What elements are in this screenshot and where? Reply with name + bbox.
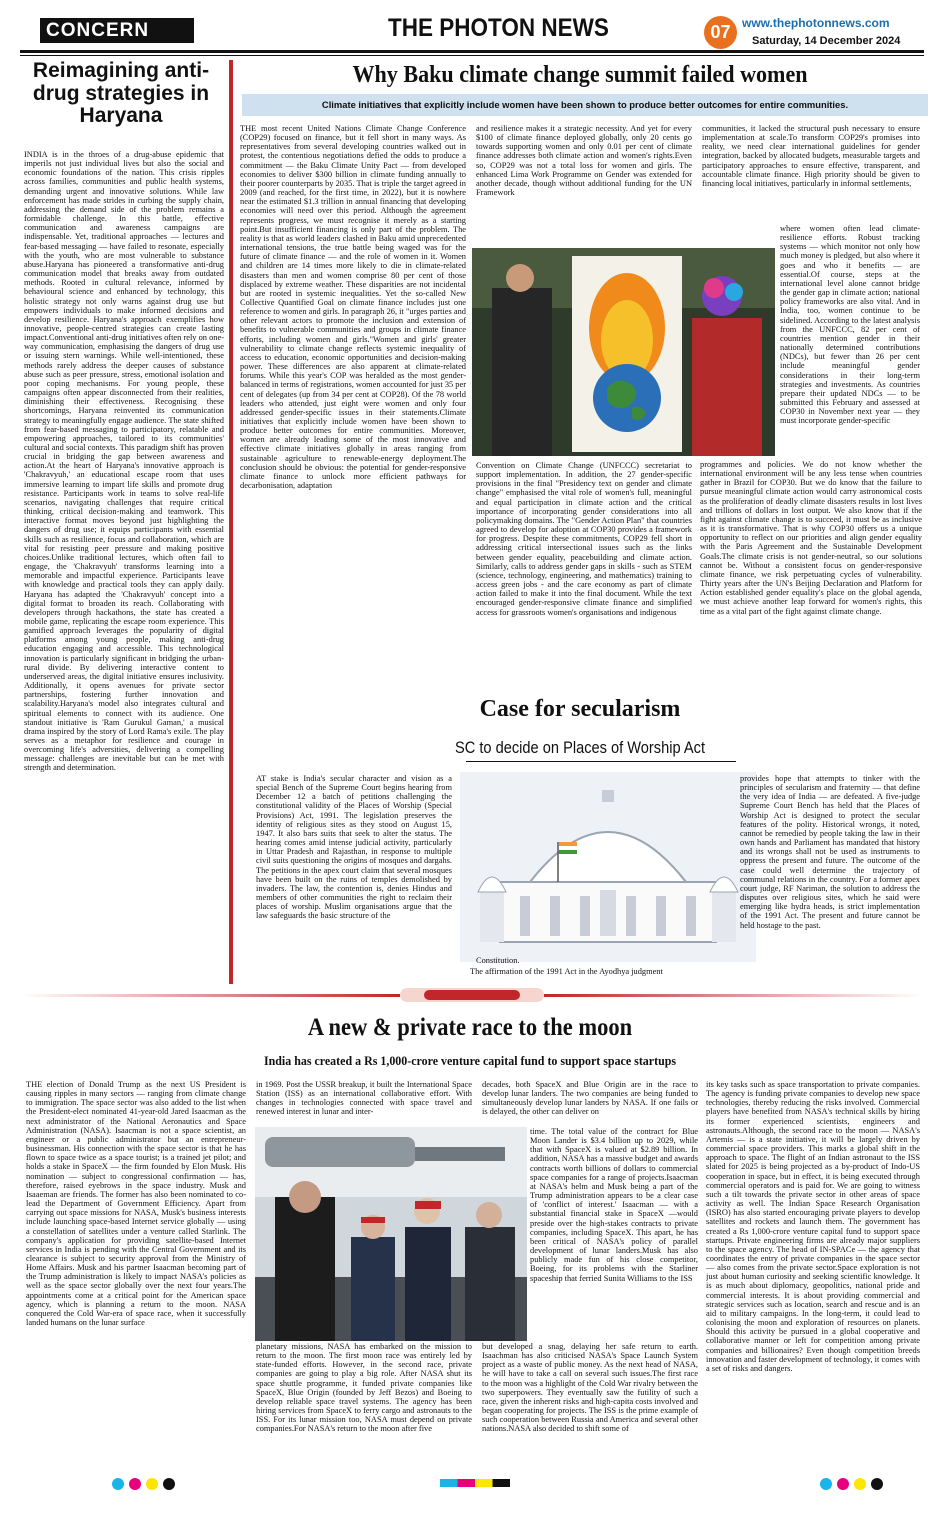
print-registration-dots-right xyxy=(820,1477,888,1495)
section-label: CONCERN xyxy=(40,18,194,43)
top-story-headline: Why Baku climate change summit failed women xyxy=(352,62,808,88)
moon-column-4: its key tasks such as space transportation to private companies. The agency is funding private companies to develop new space technologies, thereby reducing the risks involved. Commercial players have benefited from NASA's technical skills by hiring its former experienced scientists, engineers and astronauts.Although, the second race to the moon — NASA's Artemis — is a state initiative, it will be largely driven by commercial space providers. This marks a global shift in the approach to space. The flight of an Indian astronaut to the ISS slated for 2025 is being projected as a by-product of Indo-US cooperation in space, but in effect, it is being executed through commercial operators and is paid for. We are going to witness such a tilt towards the private sector in other areas of space activity as well. The Indian Space Research Organisation (ISRO) has also started encouraging private players to develop satellites and rockets and launch them. The government has created a Rs 1,000-crore venture capital fund to support space startups. Private engineering firms are already major suppliers to the space agency. The head of IN-SPACe — the agency that coordinates the entry of private companies in the space sector — also comes from the private sector.Space exploration is not just about human curiosity and seeking scientific knowledge. It is as much about diplomacy, geopolitics, national pride and commercial interests. It is about providing commercial and strategic services such as location, search and rescue and is an aid to military campaigns. In the long-term, it could lead to colonising the moon and exploration of resources on planets. Should this activity be pursued in a global cooperative and collaborative manner or left for competition among private companies and billionaires? Even though competition breeds innovation and faster development of technology, it comes with a set of risks and dangers. xyxy=(706,1080,920,1373)
secularism-column-1: AT stake is India's secular character and vision as a special Bench of the Supreme Court begins hearing from December 12 a batch of petitions challenging the constitutional validity of the Places of Worship (Special Provisions) Act, 1991. The legislation preserves the identity of religious sites as they stood on August 15, 1947. It also bars suits that seek to alter the status. The hearing comes amid intense judicial activity, particularly in Uttar Pradesh and Rajasthan, in response to multiple civil suits questioning the origins of mosques and dargahs. The petitions in the apex court claim that several mosques have been built on the ruins of temples demolished by invaders. The law, the contention is, denies Hindus and members of other communities the right to reclaim their places of worship. Muslim organisations argue that the law safeguards the basic structure of the xyxy=(256,774,452,921)
moon-column-3b: time. The total value of the contract for Blue Moon Lander is $3.4 billion up to 2029, while that with SpaceX is valued at $2.89 billion. In addition, NASA has a massive budget and awards contracts worth billions of dollars to commercial space companies for a range of projects.Isaacman at NASA's helm and Musk being a part of the Trump administration appears to be a clear case of 'conflict of interest.' Isaacman — with a substantial financial stake in SpaceX —would preside over the high-stakes contracts to private companies, including SpaceX. This apart, he has been critical of NASA's policy of parallel development of lunar landers.Musk has also publicly made fun of his close competitor, Boeing, for its problems with the Starliner spaceship that ferried Sunita Williams to the ISS xyxy=(530,1127,698,1283)
masthead-rule-thin xyxy=(20,55,924,56)
print-color-bar xyxy=(440,1479,510,1487)
moon-deck: India has created a Rs 1,000-crore venture capital fund to support space startups xyxy=(263,1053,677,1068)
moon-column-2a: in 1969. Post the USSR breakup, it built the International Space Station (ISS) as an international collaborative effort. With changes in technologies connected with space travel and renewed interest in lunar and inter- xyxy=(256,1080,472,1117)
left-story-headline: Reimagining anti-drug strategies in Haryana xyxy=(32,59,210,128)
secularism-column-3: provides hope that attempts to tinker with the principles of secularism and fraternity — that define the very idea of India — are defeated. A five-judge Supreme Court Bench has held that the Places of Worship Act is designed to protect the secular features of the polity. Historical wrongs, it noted, cannot be remedied by people taking the law in their own hands and Parliament has mandated that history and its wrongs shall not be used as instruments to oppress the present and future. The outcome of the case could well determine the trajectory of communal relations in the country. For a former apex court judge, RF Nariman, the solution to address the disputes over religious sites, which he said were emerging like hydra heads, is strict implementation of the 1991 Act. The present and future cannot be held hostage to the past. xyxy=(740,774,920,930)
moon-column-3c: but developed a snag, delaying her safe return to earth. Isaachman has also criticised NASA's Space Launch System project as a waste of public money. As the next head of NASA, he will have to take a call on several such issues.The first race to the moon was a highlight of the Cold War rivalry between the two superpowers. They eventually saw the futility of such a race, given the inherent risks and high-capita costs involved and began cooperating for projects. The ISS is the prime example of such cooperation between Russia and America and several other nations.NASA also decided to shift some of xyxy=(482,1342,698,1434)
secularism-headline: Case for secularism xyxy=(479,696,681,722)
moon-column-3a: decades, both SpaceX and Blue Origin are in the race to develop lunar landers. The two companies are being funded to simultaneously develop lunar landers by NASA. If one fails or is delayed, the other can deliver on xyxy=(482,1080,698,1117)
secularism-ayodhya-line: The affirmation of the 1991 Act in the Ayodhya judgment xyxy=(470,967,663,976)
moon-column-2b: planetary missions, NASA has embarked on the mission to return to the moon. The first moon race was entirely led by state-funded efforts. However, in the second race, private companies are going to play a big role. After NASA shut its space shuttle programme, it funded private companies like SpaceX, Blue Origin (founded by Jeff Bezos) and Boeing to develop reliable space travel systems. The agency has been hiring services from SpaceX to ferry cargo and astronauts to the ISS. For its lunar mission too, NASA must depend on private companies.For NASA's return to the moon after five xyxy=(256,1342,472,1434)
left-story-body: INDIA is in the throes of a drug-abuse epidemic that imperils not just individual lives but also the social and economic foundations of the nation. This crisis ripples across families, communities and public health systems, demanding urgent and innovative solutions. While law enforcement has made strides in curbing the supply chain, addressing the demand side of the problem remains a formidable challenge. In this battle, effective communication and awareness campaigns are indispensable. Yet, traditional approaches — lectures and fear-based messaging — have failed to resonate, especially with the youth, who are most vulnerable to substance abuse.Haryana has pioneered a transformative anti-drug communication model that breaks away from outdated methods. Rooted in cultural relevance, informed by behavioural science and enhanced by technology, this holistic strategy not only warns against drug use but empowers individuals to make informed decisions and develop resilience. Haryana's approach exemplifies how innovative, people-centred strategies can create lasting impact.Conventional anti-drug initiatives often rely on one-way communication, emphasising the dangers of drug use or issuing stern warnings. While well-intentioned, these methods rarely address the deeper causes of substance abuse such as peer pressure, stress, emotional isolation and poor coping mechanisms. For young people, these campaigns often appear disconnected from their realities, diminishing their effectiveness. Recognising these shortcomings, Haryana reinvented its communication strategy to meaningfully engage audience. The state shifted from fear-based messaging to participatory, relatable and empowering approaches, tailored to its communities' cultural and social contexts. This paradigm shift has proven crucial in bridging the gap between awareness and action.At the heart of Haryana's innovative approach is 'Chakravyuh,' an educational escape room that uses immersive learning to impart life skills and promote drug resistance. Participants work in teams to solve real-life scenarios, navigating challenges that require critical thinking, critical decision-making and teamwork. This interactive format moves beyond just highlighting the dangers of drug use; it equips participants with essential skills such as resilience, focus and collaboration, which are vital for resisting peer pressure and making positive choices.Unlike traditional lectures, which often fail to engage, the 'Chakravyuh' transforms learning into a memorable and impactful experience. Participants leave with knowledge and practical tools they can apply daily. Haryana has adapted the 'Chakravyuh' concept into a digital format to broaden its reach. Collaborating with developers through hackathons, the state has created a mobile game, replicating the escape room experience. This gamified approach leverages the popularity of digital platforms among young people, making anti-drug education engaging and accessible. This technological innovation is particularly significant in bridging the urban-rural divide. By delivering interactive content to underserved areas, the digital initiative ensures inclusivity. Additionally, it opens avenues for private sector partnerships, fostering further innovation and scalability.Haryana's model also integrates cultural and spiritual elements to connect with its audience. One standout initiative is 'Ram Gurukul Gaman,' a musical drama inspired by the story of Lord Rama's exile. The play serves as a metaphor for resilience and courage in overcoming life's adversities, delivering a compelling message: challenges are inevitable but can be met with strength and determination. xyxy=(24,150,224,773)
supreme-court-icon xyxy=(460,772,756,962)
section-divider xyxy=(20,988,924,1002)
issue-date: Saturday, 14 December 2024 xyxy=(752,35,901,47)
secularism-constitution-line: Constitution. xyxy=(476,956,520,965)
top-story-deck: Climate initiatives that explicitly include women have been shown to produce better outcomes for entire communities. xyxy=(242,94,928,116)
column-separator xyxy=(229,60,233,984)
top-story-column-2a: and resilience makes it a strategic necessity. And yet for every $100 of climate finance deployed globally, only 20 cents go towards supporting women and only 0.01 per cent of climate finance addresses both climate action and women's rights.Even so, COP29 was not a total loss for women and girls. The enhanced Lima Work Programme on Gender was extended for another decade, though without additional funding for the UN Framework xyxy=(476,124,692,198)
site-url[interactable]: www.thephotonnews.com xyxy=(742,16,890,30)
secularism-deck: SC to decide on Places of Worship Act xyxy=(454,738,706,757)
newspaper-name: THE PHOTON NEWS xyxy=(388,14,609,42)
top-story-column-3c: programmes and policies. We do not know whether the international environment will be any less tense when countries gather in Brazil for COP30. But we do know that the failure to pursue meaningful climate action would carry astronomical costs as the proliferation of deadly climate disasters results in lost lives and trillions of dollars in lost output. We also know that if the fight against climate change is to succeed, it must be as inclusive as it is transformative. That is why COP30 offers us a unique opportunity to reflect on our priorities and align gender equality with the Paris Agreement and the Sustainable Development Goals.The climate crisis is not gender-neutral, so our solutions cannot be. Without a consistent focus on gender-responsive climate finance, we risk perpetuating cycles of vulnerability. Thirty years after the UN's Beijing Declaration and Platform for Action established gender equality's place on the global agenda, we must achieve another leap forward for women's rights, this time as a vital part of the fight against climate change. xyxy=(700,460,922,616)
protest-photo xyxy=(472,248,775,456)
top-story-column-2b: Convention on Climate Change (UNFCCC) secretariat to support implementation. In addition, the 27 gender-specific provisions in the final "Presidency text on gender and climate change" emphasised the vital role of women's full, meaningful and equal participation in climate action and the critical importance of incorporating gender considerations into all policymaking domains. The "Gender Action Plan" that countries agreed to develop for adoption at COP30 provides a framework for progress. Despite these commitments, COP29 fell short in addressing critical intersectional issues such as the links between gender equality, peacebuilding and climate action. Similarly, calls to address gender gaps in skills - such as STEM (science, technology, engineering, and mathematics) training to access green jobs - and the care economy as part of climate action failed to make it into the final document. While the text encouraged gender-responsive climate finance and simplified access for grassroots women's organisations and indigenous xyxy=(476,461,692,617)
page-number: 07 xyxy=(704,16,737,49)
top-story-column-3a: communities, it lacked the structural push necessary to ensure implementation at scale.To transform COP29's promises into reality, we need clear international guidelines for gender integration, backed by allocated budgets, measurable targets and participatory approaches to ensure effective, transparent, and accountable climate finance. High priority should be given to financing local initiatives, particularly in informal settlements, xyxy=(702,124,920,188)
moon-column-1: THE election of Donald Trump as the next US President is causing ripples in many sectors — ranging from climate change to immigration. The space sector was also added to the list when the President-elect nominated 41-year-old Jared Isaacman as the next administrator of the National Aeronautics and Space Administration (NASA). Isaacman is not a space scientist, an engineer or a public administrator but an entrepreneur-businessman. His connection with the space sector is that he has flown to space twice as a space tourist; is a trained jet pilot; and holds a stake in SpaceX — the firm founded by Elon Musk. His nomination — subject to congressional confirmation — has, therefore, raised eyebrows in the space industry. Musk and Isaaeman are friends. The former has also been nominated to co-lead the Department of Government Efficiency. Apart from carrying out space missions for NASA, Musk's business interests include launching space-based Internet service globally — using a constellation of satellites under a venture called Starlink. The company's application for providing satellite-based Internet services in India is pending with the Central Government and its clearance is subject to security approval from the Ministry of Home Affairs. Musk and his partner Isaacman becoming part of the Trump administration is likely to impact NASA's policies as well as the space sector globally over the next four years.The appointments come at a critical point for the American space agency, which is planning a return to the moon. NASA conquered the Cold War-era of space race, when it successfully landed humans on the lunar surface xyxy=(26,1080,246,1328)
spacex-visit-image xyxy=(255,1127,527,1341)
supreme-court-illustration xyxy=(460,772,756,962)
top-story-column-3b: where women often lead climate-resilience efforts. Robust tracking systems — which monitor not only how much money is pledged, but also where it goes and who it benefits — are essential.Of course, steps at the international level alone cannot bridge the gender gap in climate action; national policy frameworks are also vital. And in India, too, women continue to be sidelined. According to the latest analysis from the UNFCCC, 82 per cent of countries mention gender in their nationally determined contributions (NDCs), but fewer than 26 per cent include meaningful gender considerations in their long-term strategies and investments. As countries prepare their updated NDCs — to be submitted this February and assessed at COP30 in November next year — they must incorporate gender-specific xyxy=(780,224,920,426)
moon-headline: A new & private race to the moon xyxy=(307,1014,633,1041)
top-story-column-1: THE most recent United Nations Climate Change Conference (COP29) focused on finance, but it fell short in many ways. As representatives from several developing countries walked out in protest, the contentious negotiations defied the odds to produce a commitment — the Baku Climate Unity Pact — from developed economies to deliver $300 billion in climate funding annually to their poorer counterparts by 2035. That is triple the target agreed in 2009 (and reached, for the first time, in 2022), but it is nowhere near the estimated $1.3 trillion in annual financing that developing economies will need over this period. Although the agreement represents progress, we must recognise it merely as a starting point.But insufficient financing is only part of the problem. The reality is that as world leaders clashed in Baku amid unprecedented international tensions, the true battle being waged was for the future of climate finance — and the role of women in it. Women and children are 14 times more likely to die in climate-related disasters than men and women comprise 80 per cent of those displaced by extreme weather. These disparities are not incidental but are rooted in systemic inequalities. Yet the so-called New Collective Quantified Goal on climate finance includes just one reference to women and girls. In paragraph 26, it "urges parties and other relevant actors to promote the inclusion and extension of benefits to vulnerable communities and groups in climate finance efforts, including women and girls."Women and girls' greater vulnerability to climate change reflects systemic inequality of access to education, economic opportunities and decision-making power. These differences are also apparent at climate-related forums. While this year's COP was heralded as the most gender-balanced in terms of registrations, women accounted for just 35 per cent of delegates (up from 34 per cent at COP28). Of the 78 world leaders who attended, just eight were women and only four addressed gender-specific issues in their statements.Climate initiatives that explicitly include women have been shown to produce better outcomes for entire communities. Moreover, women are already leading some of the most innovative and effective climate initiatives globally in areas ranging from sustainable agriculture to renewable-energy deployment.The conclusion should be obvious: the potential for gender-responsive climate finance to unlock more efficient pathways for decarbonisation, adaptation xyxy=(240,124,466,491)
burning-earth-banner-image xyxy=(472,248,775,456)
rocket-site-photo xyxy=(255,1127,527,1341)
masthead-rule xyxy=(20,50,924,53)
secularism-deck-underline xyxy=(466,761,736,762)
print-registration-dots-left xyxy=(112,1477,180,1495)
